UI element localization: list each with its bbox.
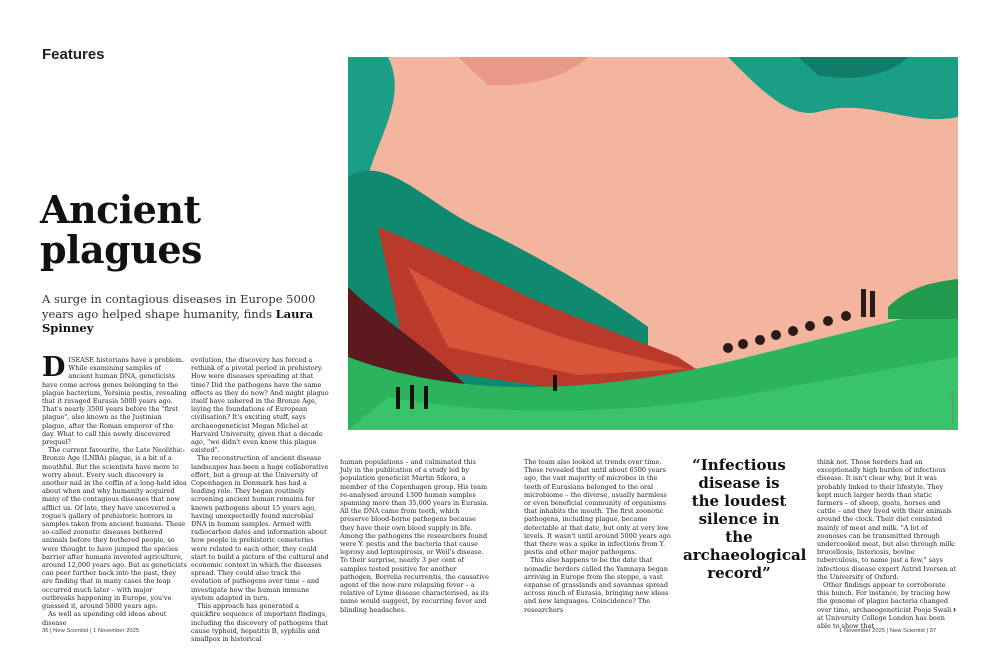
herd-animal [823,316,833,326]
column-4 [524,458,672,614]
paragraph: Other findings appear to corroborate this hunch. For instance, by tracing how the genome of plague bacteria changed over time, archaeogeneticist Pooja Swali at University College London has been able to show that [817,581,952,631]
paragraph: ISEASE historians have a problem. While examining samples of ancient human DNA, geneticists have come across genes belonging to the plague bacterium, Yersinia pestis, revealing that it ravaged Eurasia 5000 years ago. That's nearly 3500 years before the "first plague", also known as the Justinian plague, after the Roman emperor of the day. What to call this newly discovered prequel? [42,356,187,447]
herd-animal [771,330,781,340]
paragraph: This approach has generated a quickfire sequence of important findings, including the discovery of pathogens that cause typhoid, hepatitis B, syphilis and smallpox in historical [191,602,329,643]
paragraph: The reconstruction of ancient disease landscapes has been a huge collaborative effort, but a group at the University of Copenhagen in Denmark has had a leading role. They began routinely screening ancient human remains for known pathogens about 15 years ago, having unexpectedly found microbial DNA in human samples. Armed with radiocarbon dates and information about how people in prehistoric cemeteries were related to each other, they could start to build a picture of the cultural and economic context in which the diseases spread. They could also track the evolution of pathogens over time – and investigate how the human immune system adapted in turn. [191,454,329,602]
herder-figure [861,289,866,317]
continue-arrow-icon: › [953,604,956,614]
folio-left: 36 | New Scientist | 1 November 2025 [42,628,140,634]
column-2 [191,356,329,643]
image-credit: SIMON PEMBERTON [951,390,955,425]
herd-animal [723,343,733,353]
headline [40,187,202,272]
paragraph: As well as upending old ideas about disease [42,610,167,627]
herd-animal [755,335,765,345]
feature-illustration [348,57,958,430]
paragraph: human populations – and culminated this July in the publication of a study led by population geneticist Martin Sikora, a member of the Copenhagen group. His team re-analysed around 1300 human samples spanning more than 35,000 years in Eurasia. All the DNA came from teeth, which preserve blood-borne pathogens because they have their own blood supply in life. Among the pathogens the researchers found were Y. pestis and the bacteria that cause leprosy and leptospirosis, or Weil's disease. To their surprise, nearly 3 per cent of samples tested positive for another pathogen, Borrelia recurrentis, the causative agent of the now-rare relapsing fever – a relative of Lyme disease characterised, as its name would suggest, by recurring fever and blinding headaches. [340,458,489,614]
traveller-figure [396,387,400,409]
herd-animal [738,339,748,349]
headline-line-1: Ancient [40,187,201,232]
paragraph: The team also looked at trends over time. These revealed that until about 6500 years ago, the vast majority of microbes in the teeth of Eurasians belonged to the oral microbiome – the diverse, usually harmless or even beneficial community of organisms that inhabits the mouth. The first zoonotic pathogens, including plague, became detectable at that date, but only at very low levels. It wasn't until around 5000 years ago that there was a spike in infections from Y. pestis and other major pathogens. [524,458,671,557]
herd-animal [805,321,815,331]
dropcap: D [42,352,66,383]
herd-animal [788,326,798,336]
traveller-figure [424,386,428,409]
paragraph: The current favourite, the Late Neolithic-Bronze Age (LNBA) plague, is a bit of a mouthful. But the scientists have more to worry about. Every such discovery is another nail in the coffin of a long-held idea about when and why humanity acquired many of the contagious diseases that now afflict us. Of late, they have uncovered a rogue's gallery of prehistoric horrors in samples taken from ancient humans. These so-called zoonotic diseases bothered animals before they bothered people, so were thought to have jumped the species barrier after humans invented agriculture, around 12,000 years ago. But as geneticists can peer further back into the past, they are finding that in many cases the leap occurred much later – with major outbreaks happening in Europe, you've guessed it, around 5000 years ago. [42,446,187,611]
standfirst [42,292,327,336]
paragraph: think not. Those herders had an exceptionally high burden of infectious disease. It isn't clear why, but it was probably linked to their lifestyle. They kept much larger herds than static farmers – of sheep, goats, horses and cattle – and they lived with their animals around the clock. Their diet consisted mainly of meat and milk. "A lot of zoonoses can be transmitted through undercooked meat, but also through milk: brucellosis, listeriosis, bovine tuberculosis, to name just a few," says infectious disease expert Astrid Iversen at the University of Oxford. [817,458,957,581]
column-5 [817,458,957,630]
standfirst-text: A surge in contagious diseases in Europe 5000 years ago helped shape humanity, finds [42,292,316,321]
section-label: Features [42,46,105,63]
traveller-figure [410,385,414,409]
headline-line-2: plagues [40,227,202,272]
illustration-svg [348,57,958,430]
pull-quote: “Infectious disease is the loudest silence in the archaeological record” [683,456,807,582]
column-1 [42,352,187,627]
traveller-figure [553,375,557,391]
herd-animal [841,311,851,321]
folio-right: 1 November 2025 | New Scientist | 37 [839,628,937,634]
herder-figure [870,291,875,317]
paragraph: evolution, the discovery has forced a rethink of a pivotal period in prehistory. How were diseases spreading at that time? Did the pathogens have the same effects as they do now? And might plague itself have ushered in the Bronze Age, laying the foundations of European civilisation? It's exciting stuff, says archaeogeneticist Megan Michel at Harvard University, given that a decade ago, "we didn't even know this plague existed". [191,356,329,455]
byline: Laura Spinney [42,306,314,335]
column-3 [340,458,490,614]
paragraph: This also happens to be the date that nomadic herders called the Yamnaya began arriving in Europe from the steppe, a vast expanse of grasslands and savannas spread across much of Eurasia, bringing new ideas and new languages. Coincidence? The researchers [524,556,669,614]
